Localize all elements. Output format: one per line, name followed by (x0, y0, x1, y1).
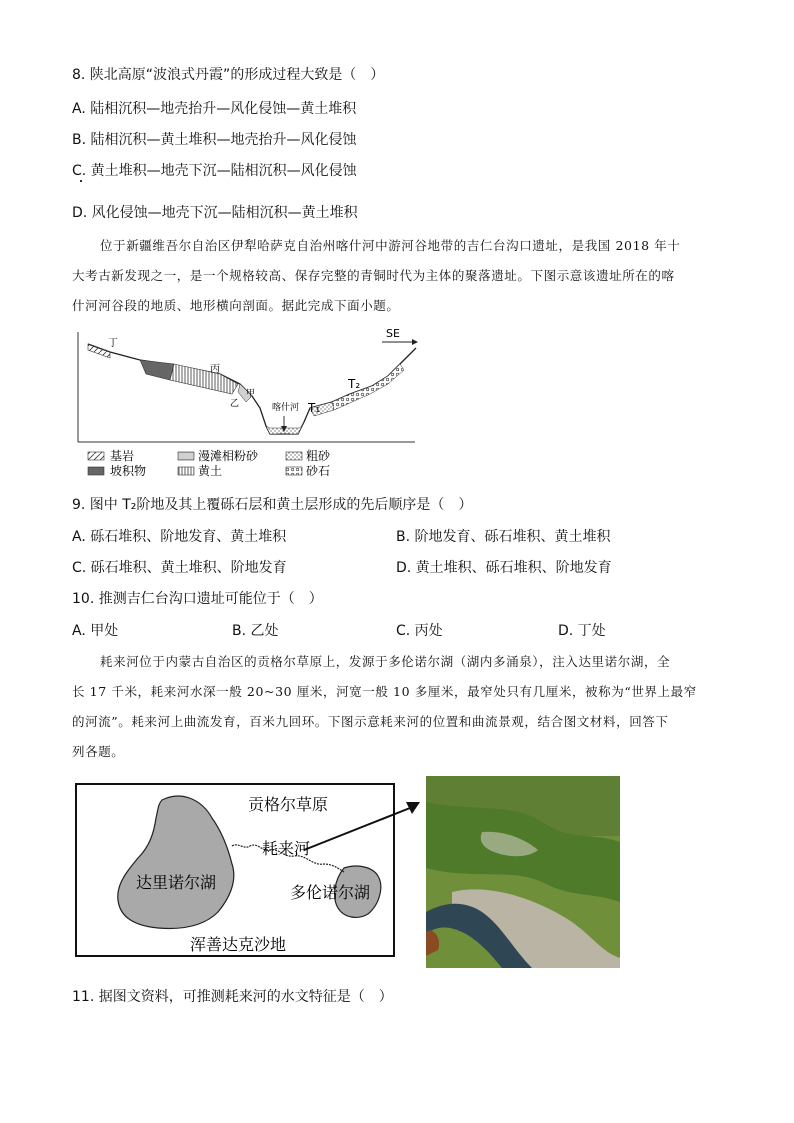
label-t1: T₁ (308, 401, 321, 415)
legend-bedrock: 基岩 (110, 449, 135, 463)
legend-slope: 坡积物 (110, 464, 147, 478)
map-label-grassland: 贡格尔草原 (248, 795, 329, 814)
legend-swatch-loess (178, 467, 194, 475)
label-yi: 乙 (230, 399, 240, 409)
label-jia: 甲 (246, 389, 256, 399)
q11-stem: 11. 据图文资料，可推测耗来河的水文特征是（ ） (72, 989, 393, 1005)
legend-swatch-gravel (286, 467, 302, 475)
q8-option-c: C. 黄土堆积—地壳下沉—陆相沉积—风化侵蚀 (72, 163, 357, 179)
legend-gravel: 砂石 (306, 464, 331, 478)
meander-photo (426, 776, 620, 968)
stray-dot (80, 180, 82, 182)
q9-option-b: B. 阶地发育、砾石堆积、黄土堆积 (396, 529, 611, 545)
legend-silt: 漫滩相粉砂 (198, 449, 259, 463)
q8-option-d: D. 风化侵蚀—地壳下沉—陆相沉积—黄土堆积 (72, 205, 358, 221)
label-bing: 丙 (210, 364, 220, 375)
legend-swatch-silt (178, 452, 194, 460)
legend-swatch-slope (88, 467, 104, 475)
map-label-dali-nur: 达里诺尔湖 (136, 873, 217, 892)
valley-cross-section-diagram (70, 322, 430, 482)
passage1-line1: 位于新疆维吾尔自治区伊犁哈萨克自治州喀什河中游河谷地带的吉仁台沟口遗址，是我国 2018 年十 (100, 238, 681, 253)
legend-swatch-bedrock (88, 452, 104, 460)
q10-option-d: D. 丁处 (558, 623, 606, 639)
passage2-line2: 长 17 千米，耗来河水深一般 20~30 厘米，河宽一般 10 多厘米，最窄处只有几厘米，被称为“世界上最窄 (72, 684, 697, 699)
label-river: 喀什河 (272, 403, 300, 413)
q10-option-c: C. 丙处 (396, 623, 443, 639)
direction-label: SE (386, 327, 400, 340)
haolai-river-map (72, 772, 632, 972)
map-label-desert: 浑善达克沙地 (190, 935, 287, 954)
passage2-line1: 耗来河位于内蒙古自治区的贡格尔草原上，发源于多伦诺尔湖（湖内多涌泉），注入达里诺尔湖，全 (100, 654, 671, 669)
q8-option-b: B. 陆相沉积—黄土堆积—地壳抬升—风化侵蚀 (72, 132, 357, 148)
q10-option-b: B. 乙处 (232, 623, 279, 639)
q9-options-row1 (72, 526, 722, 546)
passage1-line3: 什河河谷段的地质、地形横向剖面。据此完成下面小题。 (72, 298, 400, 313)
label-ding: 丁 (108, 338, 118, 349)
q8-stem: 8. 陕北高原“波浪式丹霞”的形成过程大致是（ ） (72, 67, 385, 83)
passage1-line2: 大考古新发现之一，是一个规格较高、保存完整的青铜时代为主体的聚落遗址。下图示意该遗址所在的喀 (72, 268, 675, 283)
legend-loess: 黄土 (198, 464, 223, 478)
q9-option-c: C. 砾石堆积、黄土堆积、阶地发育 (72, 560, 287, 576)
q9-option-d: D. 黄土堆积、砾石堆积、阶地发育 (396, 560, 612, 576)
passage2-line3: 的河流”。耗来河上曲流发育，百米九回环。下图示意耗来河的位置和曲流景观，结合图文材料，回答下 (72, 714, 669, 729)
legend-swatch-sand (286, 452, 302, 460)
passage2-line4: 列各题。 (72, 744, 125, 759)
q10-options-row (72, 620, 722, 640)
q10-stem: 10. 推测吉仁台沟口遗址可能位于（ ） (72, 591, 323, 607)
legend-sand: 粗砂 (306, 449, 331, 463)
label-t2: T₂ (348, 377, 361, 391)
map-label-river: 耗来河 (262, 839, 311, 858)
q9-stem: 9. 图中 T₂阶地及其上覆砾石层和黄土层形成的先后顺序是（ ） (72, 497, 473, 513)
q9-option-a: A. 砾石堆积、阶地发育、黄土堆积 (72, 529, 287, 545)
map-label-duolun-nur: 多伦诺尔湖 (290, 883, 371, 902)
q8-option-a: A. 陆相沉积—地壳抬升—风化侵蚀—黄土堆积 (72, 101, 357, 117)
q10-option-a: A. 甲处 (72, 623, 119, 639)
q9-options-row2 (72, 557, 722, 577)
